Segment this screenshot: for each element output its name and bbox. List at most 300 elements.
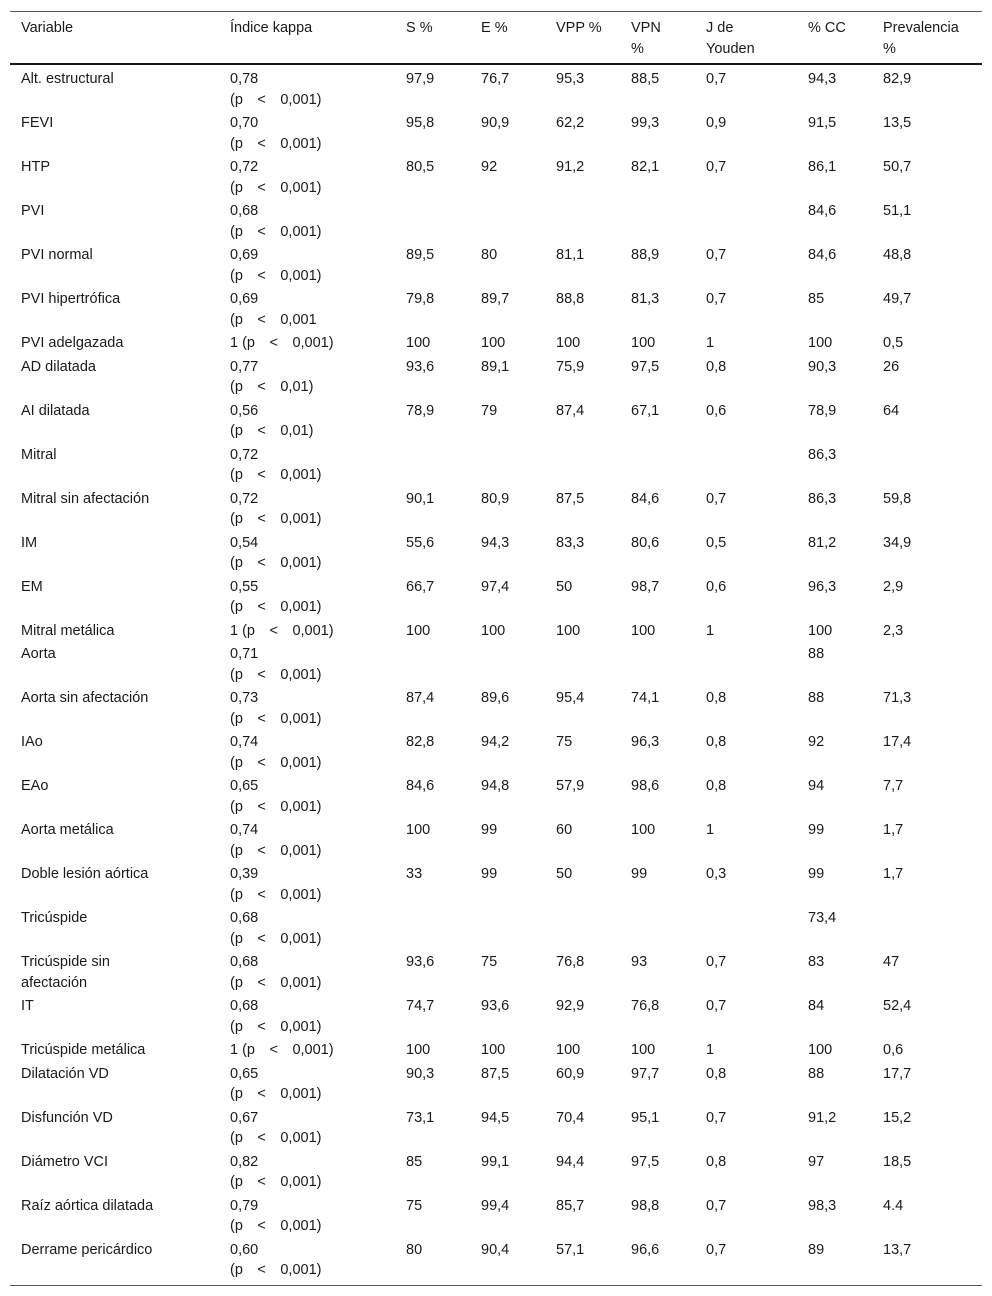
cell-youden: 0,3 [706,866,727,882]
cell-specificity: 75 [481,954,498,970]
data-table-container [10,11,982,1286]
cell-npv: 96,6 [631,1241,660,1258]
table-row [10,994,982,1038]
cell-npv: 100 [631,335,656,351]
cell-npv: 80,6 [631,534,660,551]
cell-prevalence: 64 [883,402,900,419]
cell-youden: 0,6 [706,402,727,419]
cell-variable: EM [21,578,43,595]
cell-prevalence: 17,7 [883,1065,912,1082]
cell-youden: 1 [706,1042,715,1058]
table-row [10,1238,982,1285]
cell-sensitivity: 93,6 [406,358,435,375]
table-row [10,1106,982,1150]
cell-specificity: 92 [481,159,498,175]
table-row [10,619,982,643]
cell-variable: Disfunción VD [21,1109,113,1126]
cell-specificity: 90,4 [481,1241,510,1258]
cell-npv: 88,5 [631,71,660,87]
cell-cc: 98,3 [808,1197,837,1214]
data-table [10,12,982,1285]
cell-youden: 0,7 [706,490,727,507]
cell-ppv [545,906,620,950]
cell-sensitivity [395,199,470,243]
cell-prevalence: 15,2 [883,1109,912,1126]
cell-prevalence: 4.4 [883,1197,904,1214]
cell-variable: Mitral metálica [21,622,115,639]
cell-cc: 92 [808,734,825,750]
cell-youden: 0,7 [706,998,727,1014]
cell-kappa: 0,39 (p < 0,001) [230,866,322,903]
cell-cc: 90,3 [808,358,837,375]
header-specificity: E % [470,12,545,64]
cell-npv: 76,8 [631,998,660,1014]
cell-cc: 96,3 [808,578,837,595]
cell-sensitivity: 87,4 [406,690,435,706]
cell-npv [620,199,695,243]
table-row [10,199,982,243]
cell-ppv: 100 [556,1042,581,1058]
cell-kappa: 0,78 (p < 0,001) [230,71,322,108]
cell-cc: 84,6 [808,247,837,263]
cell-youden [695,906,797,950]
cell-cc: 91,2 [808,1109,837,1126]
cell-variable: PVI normal [21,247,93,263]
cell-kappa: 0,69 (p < 0,001) [230,247,322,284]
cell-specificity [470,443,545,487]
cell-specificity: 80 [481,247,498,263]
cell-cc: 78,9 [808,402,837,419]
cell-kappa: 1 (p < 0,001) [230,335,334,351]
cell-cc: 100 [808,622,833,639]
cell-variable: IM [21,534,38,551]
cell-npv: 95,1 [631,1109,660,1126]
table-row [10,64,982,111]
cell-specificity: 94,2 [481,734,510,750]
cell-specificity: 99,4 [481,1197,510,1214]
cell-sensitivity: 95,8 [406,115,435,131]
cell-variable: Derrame pericárdico [21,1241,153,1258]
cell-prevalence: 71,3 [883,690,912,706]
cell-kappa: 0,70 (p < 0,001) [230,115,322,152]
cell-specificity: 99 [481,822,498,838]
cell-npv: 100 [631,622,656,639]
cell-variable: EAo [21,778,49,794]
cell-npv: 98,8 [631,1197,660,1214]
cell-kappa: 0,56 (p < 0,01) [230,402,314,439]
table-row [10,331,982,355]
cell-ppv: 75 [556,734,573,750]
header-npv: VPN % [620,12,695,64]
table-row [10,1150,982,1194]
cell-sensitivity [395,443,470,487]
cell-prevalence: 17,4 [883,734,912,750]
cell-kappa: 0,74 (p < 0,001) [230,734,322,771]
cell-prevalence: 47 [883,954,900,970]
cell-kappa: 0,73 (p < 0,001) [230,690,322,727]
cell-specificity: 94,8 [481,778,510,794]
cell-sensitivity: 100 [406,1042,431,1058]
cell-sensitivity: 84,6 [406,778,435,794]
cell-specificity [470,199,545,243]
cell-sensitivity: 80 [406,1241,423,1258]
cell-cc: 86,3 [808,490,837,507]
table-row [10,730,982,774]
cell-variable: PVI hipertrófica [21,291,121,307]
cell-cc: 94 [808,778,825,794]
cell-npv: 98,7 [631,578,660,595]
header-cc: % CC [797,12,872,64]
cell-cc: 73,4 [808,910,837,926]
cell-sensitivity: 74,7 [406,998,435,1014]
cell-ppv: 75,9 [556,358,585,375]
cell-prevalence: 18,5 [883,1153,912,1170]
cell-sensitivity: 82,8 [406,734,435,750]
table-row [10,287,982,331]
cell-kappa: 0,77 (p < 0,01) [230,358,314,395]
table-row [10,399,982,443]
header-ppv: VPP % [545,12,620,64]
cell-sensitivity [395,642,470,686]
cell-kappa: 1 (p < 0,001) [230,1042,334,1058]
cell-npv: 99,3 [631,115,660,131]
cell-youden: 0,8 [706,734,727,750]
cell-cc: 99 [808,866,825,882]
cell-kappa: 0,67 (p < 0,001) [230,1109,322,1146]
table-row [10,155,982,199]
cell-cc: 84 [808,998,825,1014]
table-row [10,818,982,862]
cell-npv: 97,5 [631,1153,660,1170]
cell-prevalence: 1,7 [883,866,904,882]
cell-variable: Tricúspide [21,910,88,926]
cell-cc: 83 [808,954,825,970]
cell-ppv: 87,5 [556,490,585,507]
cell-npv: 96,3 [631,734,660,750]
cell-sensitivity: 55,6 [406,534,435,551]
cell-npv: 81,3 [631,291,660,307]
cell-ppv: 57,1 [556,1241,585,1258]
cell-specificity: 76,7 [481,71,510,87]
cell-ppv: 70,4 [556,1109,585,1126]
cell-cc: 94,3 [808,71,837,87]
cell-specificity: 89,6 [481,690,510,706]
table-row [10,1038,982,1062]
table-row [10,243,982,287]
cell-youden: 1 [706,335,715,351]
table-row [10,1062,982,1106]
cell-npv: 74,1 [631,690,660,706]
cell-kappa: 0,68 (p < 0,001) [230,954,322,991]
cell-kappa: 1 (p < 0,001) [230,622,334,639]
cell-variable: Tricúspide sin afectación [21,954,110,991]
cell-variable: Mitral sin afectación [21,490,150,507]
cell-specificity: 89,7 [481,291,510,307]
cell-ppv: 81,1 [556,247,585,263]
cell-variable: Aorta [21,646,56,662]
cell-specificity: 99,1 [481,1153,510,1170]
cell-variable: PVI [21,203,45,219]
table-header [10,12,982,64]
table-row [10,774,982,818]
cell-npv: 84,6 [631,490,660,507]
cell-npv: 88,9 [631,247,660,263]
cell-prevalence: 0,5 [883,335,904,351]
cell-youden: 0,7 [706,1109,727,1126]
table-row [10,906,982,950]
cell-ppv [545,199,620,243]
cell-youden: 0,8 [706,358,727,375]
cell-cc: 88 [808,1065,825,1082]
cell-kappa: 0,71 (p < 0,001) [230,646,322,683]
cell-specificity: 93,6 [481,998,510,1014]
cell-specificity: 90,9 [481,115,510,131]
cell-prevalence: 26 [883,358,900,375]
cell-sensitivity: 80,5 [406,159,435,175]
header-kappa: Índice kappa [219,12,395,64]
cell-cc: 84,6 [808,203,837,219]
table-row [10,575,982,619]
table-body [10,64,982,1285]
cell-ppv: 91,2 [556,159,585,175]
table-row [10,443,982,487]
cell-variable: Tricúspide metálica [21,1042,146,1058]
cell-specificity [470,906,545,950]
cell-ppv: 92,9 [556,998,585,1014]
cell-variable: Dilatación VD [21,1065,109,1082]
cell-prevalence: 59,8 [883,490,912,507]
cell-youden: 0,7 [706,291,727,307]
table-row [10,1194,982,1238]
cell-npv: 97,5 [631,358,660,375]
cell-variable: Diámetro VCI [21,1153,109,1170]
cell-npv: 67,1 [631,402,660,419]
cell-ppv: 87,4 [556,402,585,419]
cell-kappa: 0,72 (p < 0,001) [230,490,322,527]
cell-youden: 0,7 [706,247,727,263]
cell-prevalence [872,642,982,686]
cell-kappa: 0,54 (p < 0,001) [230,534,322,571]
cell-sensitivity: 90,3 [406,1065,435,1082]
cell-prevalence: 50,7 [883,159,912,175]
cell-variable: PVI adelgazada [21,335,124,351]
table-row [10,355,982,399]
cell-prevalence: 34,9 [883,534,912,551]
cell-ppv: 76,8 [556,954,585,970]
cell-prevalence: 0,6 [883,1042,904,1058]
cell-variable: Mitral [21,446,57,463]
cell-npv: 99 [631,866,648,882]
cell-cc: 100 [808,1042,833,1058]
cell-specificity: 100 [481,335,506,351]
cell-sensitivity: 90,1 [406,490,435,507]
cell-youden: 0,7 [706,71,727,87]
cell-sensitivity: 100 [406,335,431,351]
cell-ppv: 60,9 [556,1065,585,1082]
table-row [10,487,982,531]
header-row [10,12,982,64]
cell-cc: 97 [808,1153,825,1170]
cell-kappa: 0,68 (p < 0,001) [230,203,322,240]
cell-variable: Doble lesión aórtica [21,866,149,882]
cell-specificity: 79 [481,402,498,419]
header-youden: J de Youden [695,12,797,64]
cell-youden [695,642,797,686]
cell-youden: 0,8 [706,1153,727,1170]
cell-prevalence [872,906,982,950]
cell-sensitivity: 78,9 [406,402,435,419]
header-variable: Variable [10,12,219,64]
cell-kappa: 0,55 (p < 0,001) [230,578,322,615]
cell-variable: Aorta sin afectación [21,690,149,706]
cell-variable: HTP [21,159,50,175]
cell-specificity: 97,4 [481,578,510,595]
cell-ppv [545,642,620,686]
cell-ppv: 50 [556,578,573,595]
cell-cc: 91,5 [808,115,837,131]
cell-specificity: 87,5 [481,1065,510,1082]
table-row [10,111,982,155]
header-sensitivity: S % [395,12,470,64]
cell-prevalence [872,443,982,487]
cell-youden: 0,7 [706,159,727,175]
cell-prevalence: 7,7 [883,778,904,794]
cell-youden: 0,8 [706,778,727,794]
cell-prevalence: 13,5 [883,115,912,131]
cell-youden: 0,7 [706,954,727,970]
cell-npv: 93 [631,954,648,970]
cell-prevalence: 13,7 [883,1241,912,1258]
cell-prevalence: 52,4 [883,998,912,1014]
cell-ppv: 85,7 [556,1197,585,1214]
cell-cc: 88 [808,646,825,662]
cell-npv [620,906,695,950]
cell-kappa: 0,65 (p < 0,001) [230,1065,322,1102]
table-row [10,531,982,575]
cell-variable: Alt. estructural [21,71,114,87]
cell-variable: FEVI [21,115,54,131]
cell-ppv: 95,3 [556,71,585,87]
table-row [10,862,982,906]
cell-npv: 82,1 [631,159,660,175]
table-row [10,950,982,994]
cell-specificity: 94,5 [481,1109,510,1126]
cell-sensitivity: 93,6 [406,954,435,970]
cell-npv: 98,6 [631,778,660,794]
cell-kappa: 0,74 (p < 0,001) [230,822,322,859]
cell-variable: Aorta metálica [21,822,114,838]
cell-ppv: 94,4 [556,1153,585,1170]
cell-cc: 81,2 [808,534,837,551]
cell-cc: 89 [808,1241,825,1258]
cell-ppv: 62,2 [556,115,585,131]
cell-kappa: 0,72 (p < 0,001) [230,159,322,196]
cell-kappa: 0,68 (p < 0,001) [230,910,322,947]
cell-ppv: 60 [556,822,573,838]
cell-kappa: 0,60 (p < 0,001) [230,1241,322,1278]
cell-specificity: 80,9 [481,490,510,507]
cell-youden: 0,7 [706,1197,727,1214]
cell-ppv: 88,8 [556,291,585,307]
cell-youden: 1 [706,622,715,639]
cell-kappa: 0,65 (p < 0,001) [230,778,322,815]
cell-prevalence: 51,1 [883,203,912,219]
cell-youden: 0,5 [706,534,727,551]
cell-youden [695,443,797,487]
cell-specificity [470,642,545,686]
cell-sensitivity: 33 [406,866,423,882]
cell-sensitivity: 75 [406,1197,423,1214]
cell-cc: 88 [808,690,825,706]
cell-ppv: 83,3 [556,534,585,551]
cell-cc: 86,3 [808,446,837,463]
cell-specificity: 89,1 [481,358,510,375]
cell-sensitivity: 100 [406,822,431,838]
cell-specificity: 100 [481,622,506,639]
cell-kappa: 0,82 (p < 0,001) [230,1153,322,1190]
cell-sensitivity: 79,8 [406,291,435,307]
cell-ppv: 50 [556,866,573,882]
cell-cc: 99 [808,822,825,838]
cell-sensitivity: 97,9 [406,71,435,87]
cell-kappa: 0,79 (p < 0,001) [230,1197,322,1234]
cell-prevalence: 48,8 [883,247,912,263]
cell-cc: 85 [808,291,825,307]
cell-ppv: 100 [556,335,581,351]
cell-prevalence: 49,7 [883,291,912,307]
cell-kappa: 0,72 (p < 0,001) [230,446,322,483]
cell-youden: 0,6 [706,578,727,595]
cell-sensitivity: 100 [406,622,431,639]
cell-sensitivity [395,906,470,950]
cell-sensitivity: 73,1 [406,1109,435,1126]
cell-prevalence: 82,9 [883,71,912,87]
cell-ppv: 100 [556,622,581,639]
cell-sensitivity: 66,7 [406,578,435,595]
cell-kappa: 0,68 (p < 0,001) [230,998,322,1035]
cell-variable: AD dilatada [21,358,96,375]
header-prevalence: Prevalencia % [872,12,982,64]
cell-variable: IT [21,998,34,1014]
cell-youden: 0,8 [706,1065,727,1082]
cell-cc: 86,1 [808,159,837,175]
cell-npv [620,443,695,487]
cell-sensitivity: 85 [406,1153,423,1170]
cell-cc: 100 [808,335,833,351]
cell-prevalence: 2,9 [883,578,904,595]
cell-ppv: 57,9 [556,778,585,794]
cell-prevalence: 2,3 [883,622,904,639]
cell-specificity: 99 [481,866,498,882]
table-row [10,686,982,730]
cell-youden: 0,8 [706,690,727,706]
cell-prevalence: 1,7 [883,822,904,838]
cell-npv: 97,7 [631,1065,660,1082]
cell-youden: 1 [706,822,715,838]
cell-variable: Raíz aórtica dilatada [21,1197,154,1214]
cell-variable: AI dilatada [21,402,90,419]
cell-sensitivity: 89,5 [406,247,435,263]
cell-npv: 100 [631,1042,656,1058]
cell-npv [620,642,695,686]
cell-youden: 0,9 [706,115,727,131]
table-row [10,642,982,686]
cell-ppv: 95,4 [556,690,585,706]
cell-npv: 100 [631,822,656,838]
cell-ppv [545,443,620,487]
cell-youden [695,199,797,243]
cell-specificity: 94,3 [481,534,510,551]
